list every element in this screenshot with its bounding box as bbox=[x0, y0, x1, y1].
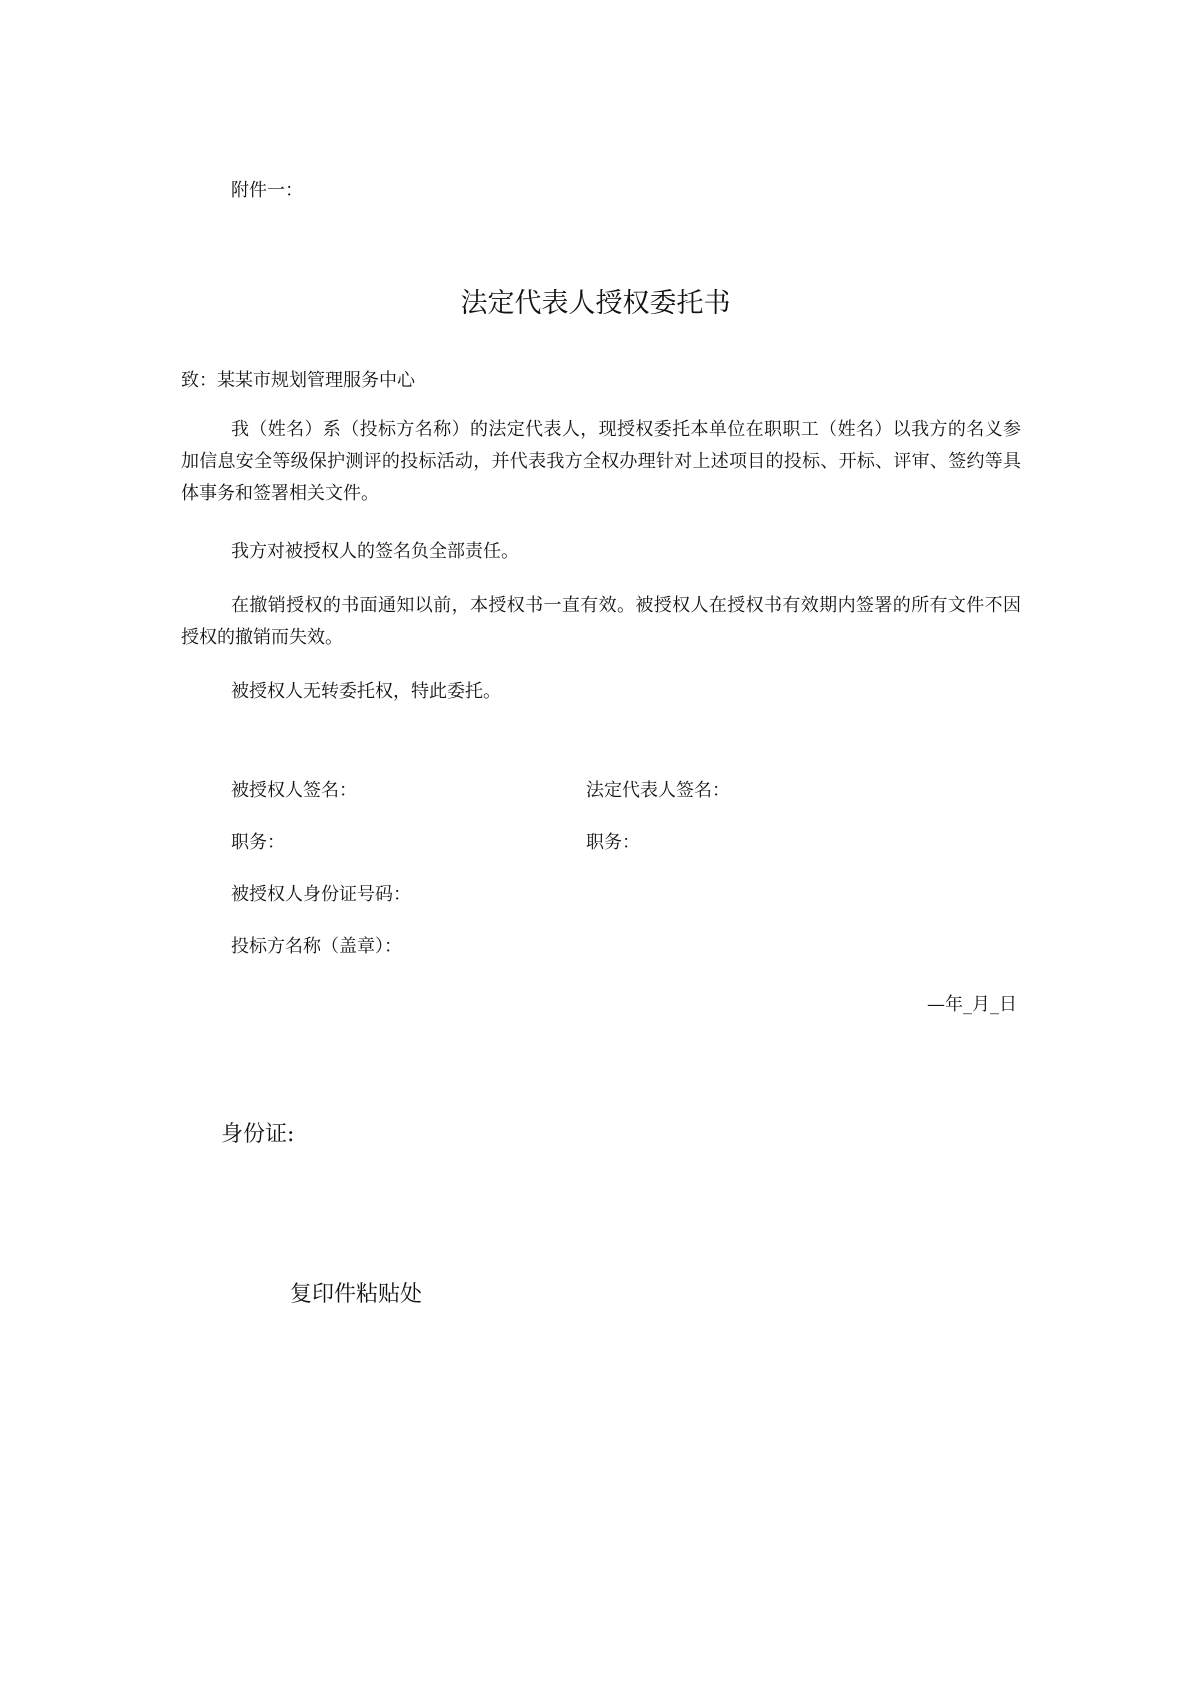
no-subdelegation-paragraph: 被授权人无转委托权，特此委托。 bbox=[231, 681, 501, 702]
document-title: 法定代表人授权委托书 bbox=[460, 288, 731, 319]
grantee-id-number-label: 被授权人身份证号码： bbox=[231, 884, 411, 905]
grantee-signature-label: 被授权人签名： bbox=[231, 780, 357, 801]
grantee-position-label: 职务： bbox=[231, 832, 285, 853]
attachment-label: 附件一： bbox=[231, 180, 303, 201]
date-line: —年_月_日 bbox=[927, 994, 1017, 1015]
representative-signature-label: 法定代表人签名： bbox=[586, 780, 730, 801]
representative-position-label: 职务： bbox=[586, 832, 640, 853]
addressee-line: 致：某某市规划管理服务中心 bbox=[181, 370, 415, 391]
validity-paragraph: 在撤销授权的书面通知以前，本授权书一直有效。被授权人在授权书有效期内签署的所有文件不因授权的撤销而失效。 bbox=[181, 595, 1021, 648]
authorization-paragraph: 我（姓名）系（投标方名称）的法定代表人，现授权委托本单位在职职工（姓名）以我方的名义参加信息安全等级保护测评的投标活动，并代表我方全权办理针对上述项目的投标、开标、评审、签约等具体事务和签署相关文件。 bbox=[181, 419, 1021, 504]
responsibility-paragraph: 我方对被授权人的签名负全部责任。 bbox=[231, 541, 519, 562]
copy-paste-area-label: 复印件粘贴处 bbox=[290, 1282, 423, 1307]
bidder-name-seal-label: 投标方名称（盖章）： bbox=[231, 936, 402, 957]
id-card-label: 身份证: bbox=[221, 1122, 295, 1147]
